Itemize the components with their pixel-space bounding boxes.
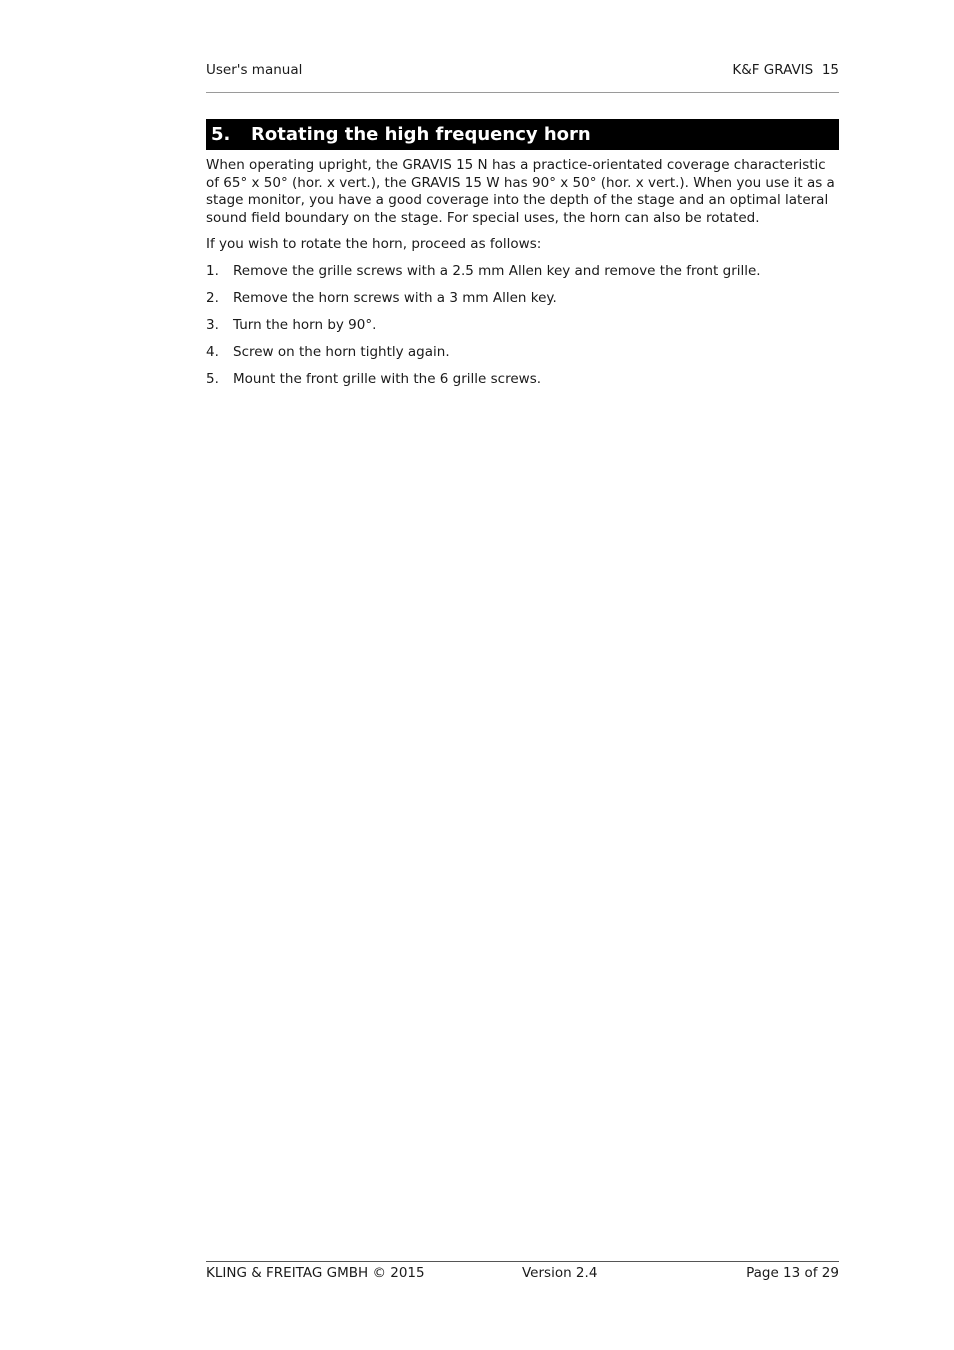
step-text: Remove the horn screws with a 3 mm Allen key. [233,289,557,306]
list-item [206,290,839,308]
header-manual-label: User's manual [206,62,303,78]
section-number: 5. [211,124,231,145]
procedure-paragraph: If you wish to rotate the horn, proceed as follows: [206,236,542,252]
footer-page-number: Page 13 of 29 [746,1265,839,1281]
document-page [206,0,839,1350]
step-number: 1. [206,262,219,279]
section-body [206,157,839,398]
header-divider [206,92,839,93]
section-title: Rotating the high frequency horn [251,124,591,145]
step-number: 4. [206,343,219,360]
header-product-label: K&F GRAVIS 15 [732,62,839,78]
footer-version: Version 2.4 [522,1265,598,1281]
footer-divider [206,1261,839,1262]
step-number: 5. [206,370,219,387]
step-text: Remove the grille screws with a 2.5 mm Allen key and remove the front grille. [233,262,761,279]
step-text: Mount the front grille with the 6 grille screws. [233,370,542,387]
list-item [206,371,839,389]
page-header [206,60,839,80]
section-heading [206,119,839,150]
list-item [206,263,839,281]
list-item [206,317,839,335]
step-text: Screw on the horn tightly again. [233,343,450,360]
procedure-steps [206,263,839,389]
footer-copyright: KLING & FREITAG GMBH © 2015 [206,1265,425,1281]
intro-paragraph: When operating upright, the GRAVIS 15 N has a practice-orientated coverage characteristic of 65° x 50° (hor. x vert.), the GRAVIS 15 W has 90° x 50° (hor. x vert.). When you use it as a stage monitor, you have a good coverage into the depth of the stage and an optimal lateral sound field boundary on the stage. For special uses, the horn can also be rotated. [206,157,835,226]
step-text: Turn the horn by 90°. [233,316,377,333]
step-number: 3. [206,316,219,333]
page-footer [206,1263,839,1283]
list-item [206,344,839,362]
step-number: 2. [206,289,219,306]
